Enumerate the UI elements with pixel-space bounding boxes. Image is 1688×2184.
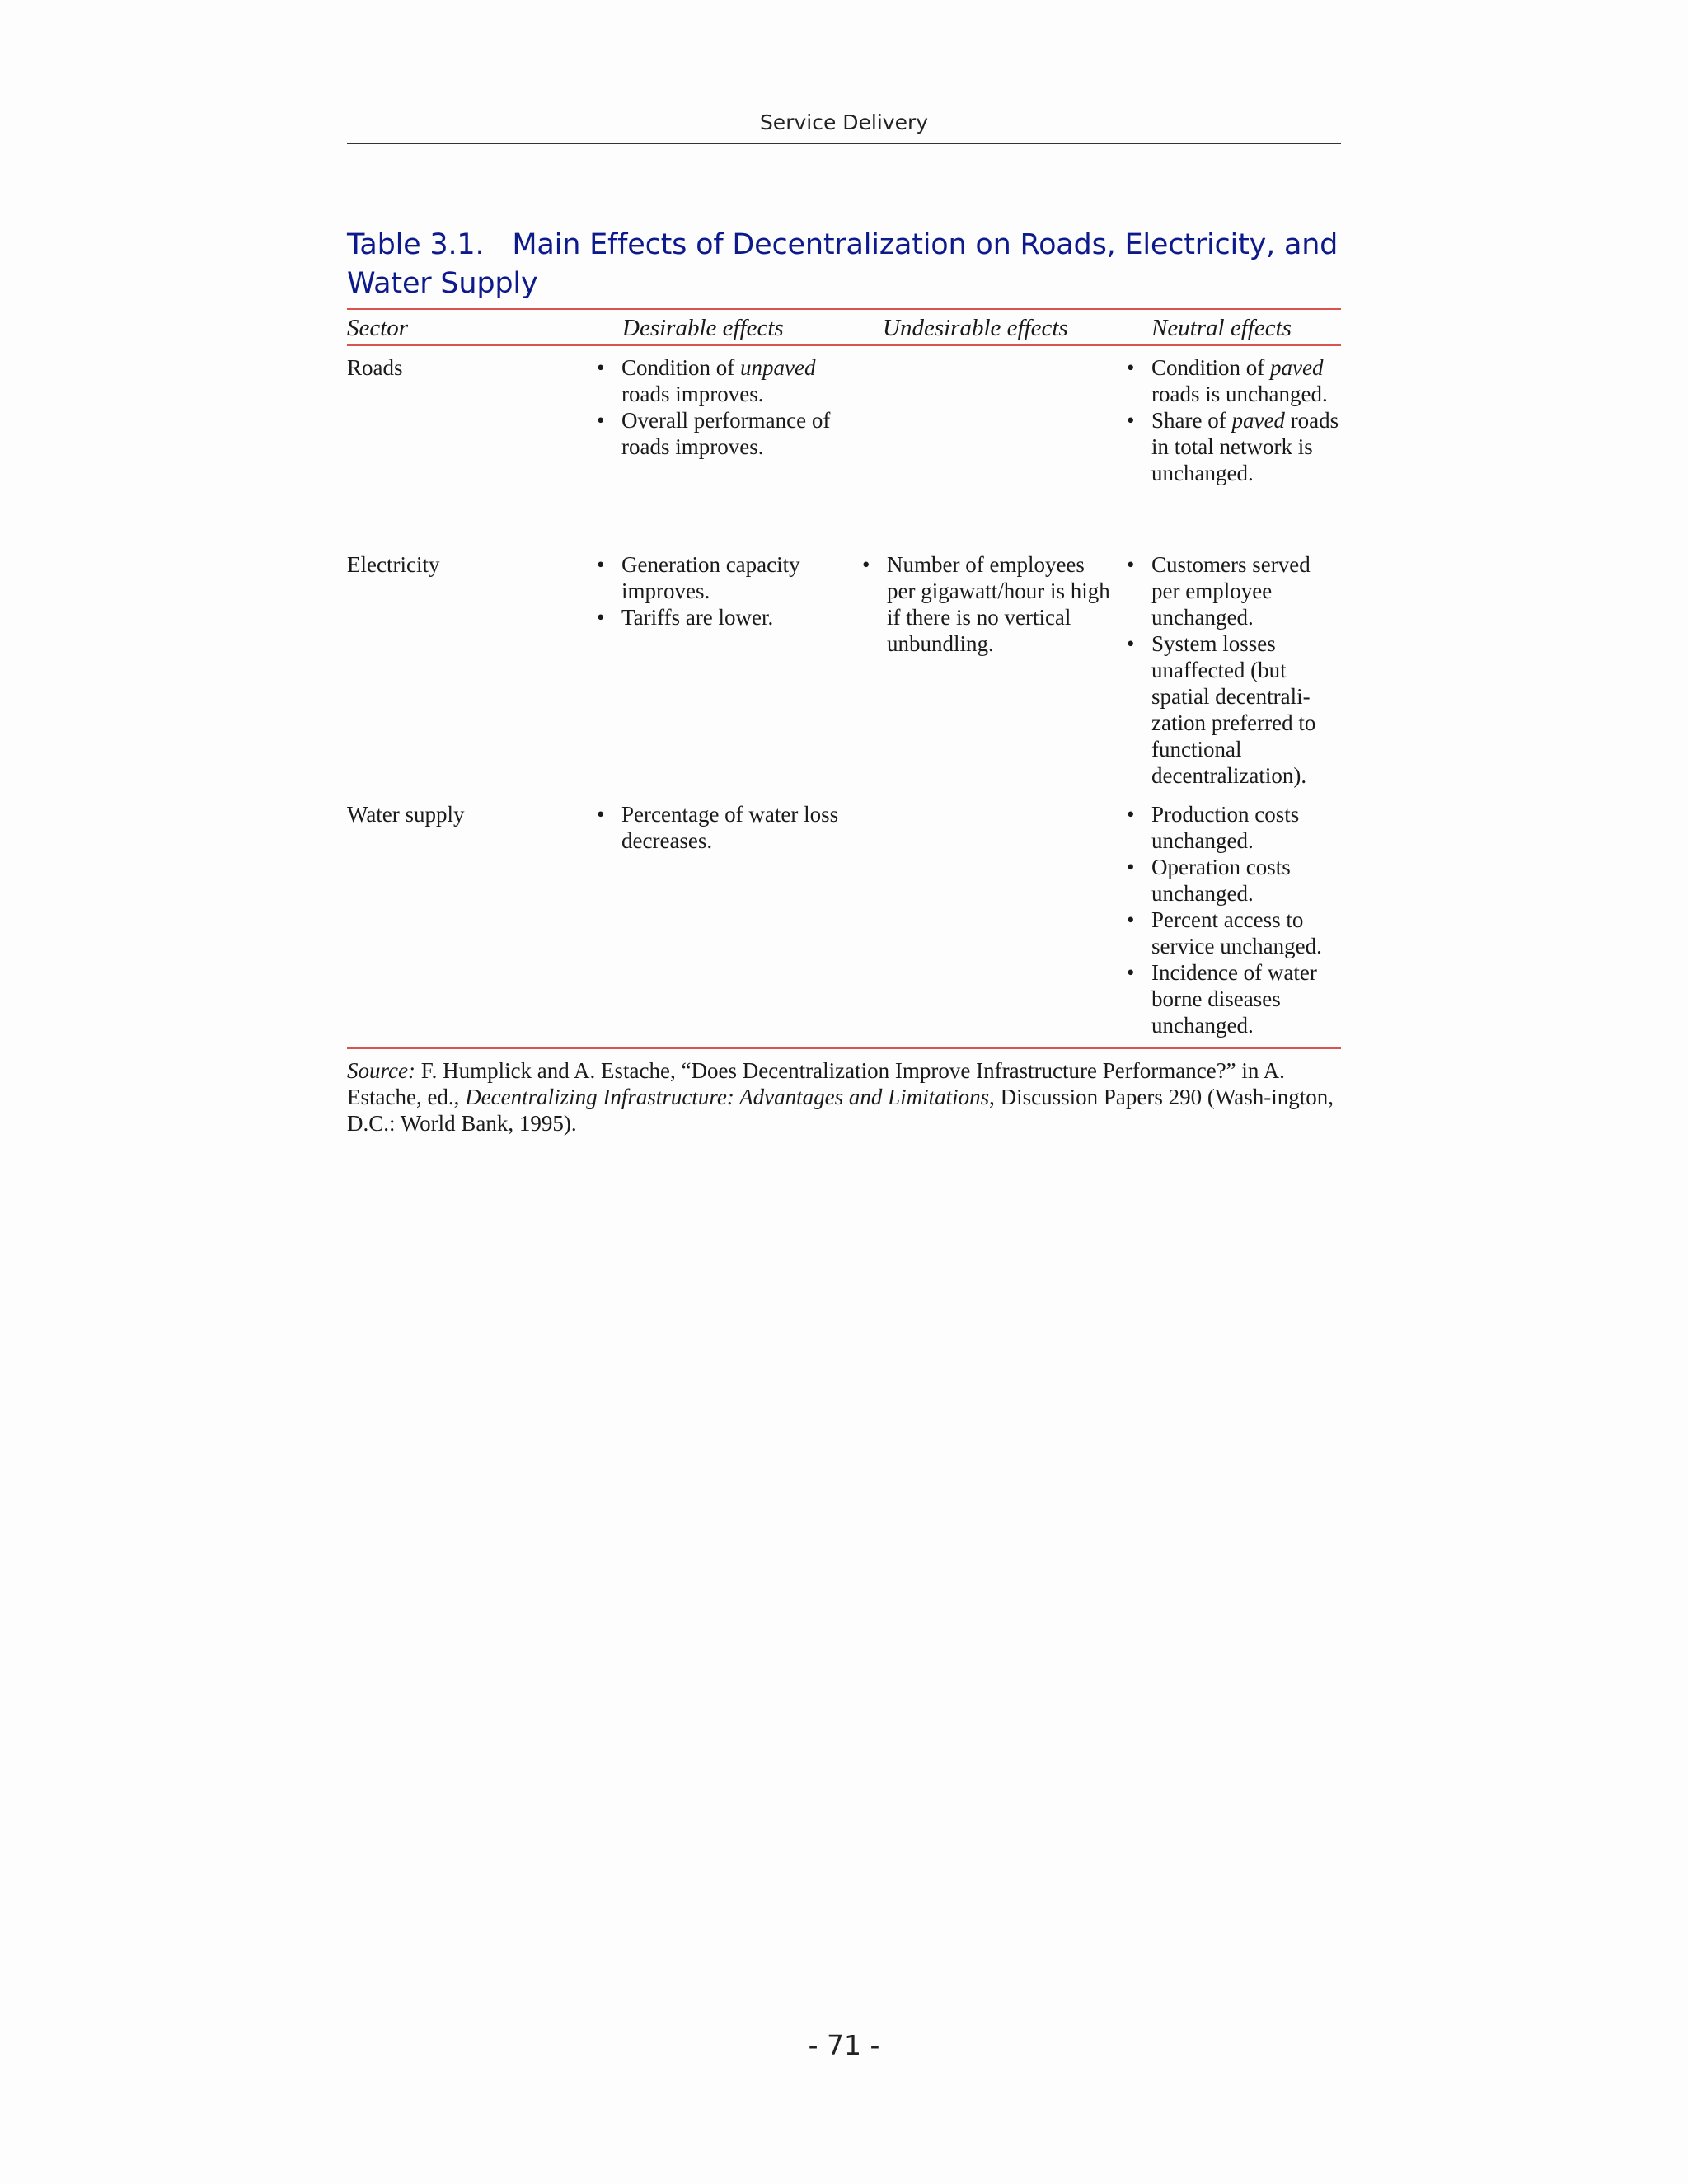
list-item: • Percentage of water loss decreases. (597, 801, 860, 854)
list-item: • Production costs unchanged. (1127, 801, 1343, 854)
list-item: • Share of paved roads in total network is unchanged. (1127, 407, 1343, 486)
row-roads-sector: Roads (347, 355, 403, 380)
list-item: • Condition of paved roads is unchanged. (1127, 354, 1343, 407)
source-title: Decentralizing Infrastructure: Advantages and Limitations (465, 1085, 990, 1109)
table-top-rule (347, 308, 1341, 310)
table-bottom-rule (347, 1047, 1341, 1049)
table-title-text: Main Effects of Decentralization on Roads, Electricity, and Water Supply (347, 228, 1339, 300)
row-water-sector: Water supply (347, 802, 465, 827)
row-electricity-desirable (597, 551, 860, 630)
row-water-desirable (597, 801, 860, 854)
row-electricity-sector: Electricity (347, 552, 440, 577)
table-number: Table 3.1. (347, 228, 485, 261)
list-item: • Condition of unpaved roads improves. (597, 354, 860, 407)
list-item: • Customers served per employee unchanged. (1127, 551, 1343, 630)
column-header-neutral: Neutral effects (1151, 315, 1292, 341)
row-roads-desirable (597, 354, 860, 460)
header-rule (347, 143, 1341, 144)
table-title (347, 226, 1341, 303)
source-label: Source: (347, 1058, 415, 1083)
row-water-neutral (1127, 801, 1343, 1038)
row-roads-neutral (1127, 354, 1343, 486)
list-item: • System losses unaffected (but spatial decentrali-zation preferred to functional decentralization). (1127, 630, 1343, 789)
row-electricity-undesirable (862, 551, 1118, 657)
column-header-sector: Sector (347, 315, 409, 341)
list-item: • Generation capacity improves. (597, 551, 860, 604)
page-number: - 71 - (808, 2029, 880, 2061)
running-head: Service Delivery (759, 110, 929, 134)
table-header-rule (347, 344, 1341, 346)
column-header-desirable: Desirable effects (622, 315, 784, 341)
list-item: • Operation costs unchanged. (1127, 854, 1343, 907)
list-item: • Overall performance of roads improves. (597, 407, 860, 460)
column-header-undesirable: Undesirable effects (883, 315, 1068, 341)
list-item: • Incidence of water borne diseases unchanged. (1127, 959, 1343, 1038)
list-item: • Percent access to service unchanged. (1127, 907, 1343, 959)
row-electricity-neutral (1127, 551, 1343, 789)
list-item: • Tariffs are lower. (597, 604, 860, 630)
table-source-note: Source: F. Humplick and A. Estache, “Does Decentralization Improve Infrastructure Performance?” in A. Estache, ed., Decentralizing Infrastructure: Advantages and Limitations, Discussion Papers 290 (Wash-ington, D.C.: World Bank, 1995). (347, 1058, 1334, 1136)
list-item: • Number of employees per gigawatt/hour is high if there is no vertical unbundling. (862, 551, 1118, 657)
